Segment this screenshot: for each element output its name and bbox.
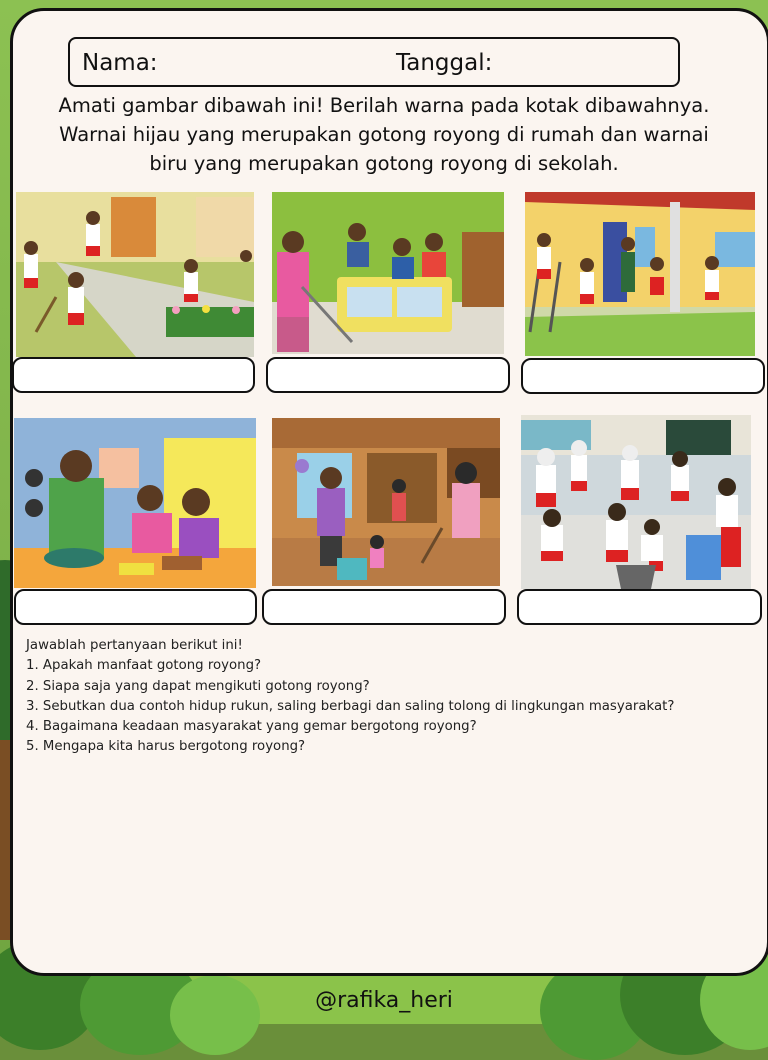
answer-box-3[interactable] <box>521 358 765 394</box>
question-item: 2. Siapa saja yang dapat mengikuti gotong royong? <box>26 678 370 694</box>
family-tidying-house-illustration <box>272 418 500 586</box>
question-item: 4. Bagaimana keadaan masyarakat yang gemar bergotong royong? <box>26 719 477 735</box>
name-date-box[interactable] <box>68 37 680 87</box>
name-label: Nama: <box>82 50 158 76</box>
family-cleaning-living-room-illustration <box>272 192 504 354</box>
question-item: 5. Mengapa kita harus bergotong royong? <box>26 739 306 755</box>
answer-box-2[interactable] <box>266 357 510 393</box>
author-credit: @rafika_heri <box>315 988 453 1013</box>
question-item: 1. Apakah manfaat gotong royong? <box>26 658 262 674</box>
bush-decoration-icon <box>170 975 260 1055</box>
instruction-line: Warnai hijau yang merupakan gotong royong di rumah dan warnai <box>59 123 709 146</box>
instruction-line: biru yang merupakan gotong royong di sekolah. <box>149 152 619 175</box>
question-item: 3. Sebutkan dua contoh hidup rukun, saling berbagi dan saling tolong di lingkungan masyarakat? <box>26 698 675 714</box>
date-label: Tanggal: <box>396 50 493 76</box>
answer-box-1[interactable] <box>12 357 255 393</box>
answer-box-5[interactable] <box>262 589 506 625</box>
instructions <box>20 91 748 178</box>
answer-box-4[interactable] <box>14 589 257 625</box>
family-cooking-together-illustration <box>14 418 256 588</box>
students-cleaning-classroom-illustration <box>521 415 751 589</box>
instruction-line: Amati gambar dibawah ini! Berilah warna pada kotak dibawahnya. <box>58 94 710 117</box>
questions-intro: Jawablah pertanyaan berikut ini! <box>26 638 243 653</box>
questions-section <box>26 636 674 758</box>
answer-box-6[interactable] <box>517 589 762 625</box>
students-sweeping-school-yard-illustration <box>16 192 254 357</box>
students-cleaning-school-building-illustration <box>525 192 755 356</box>
